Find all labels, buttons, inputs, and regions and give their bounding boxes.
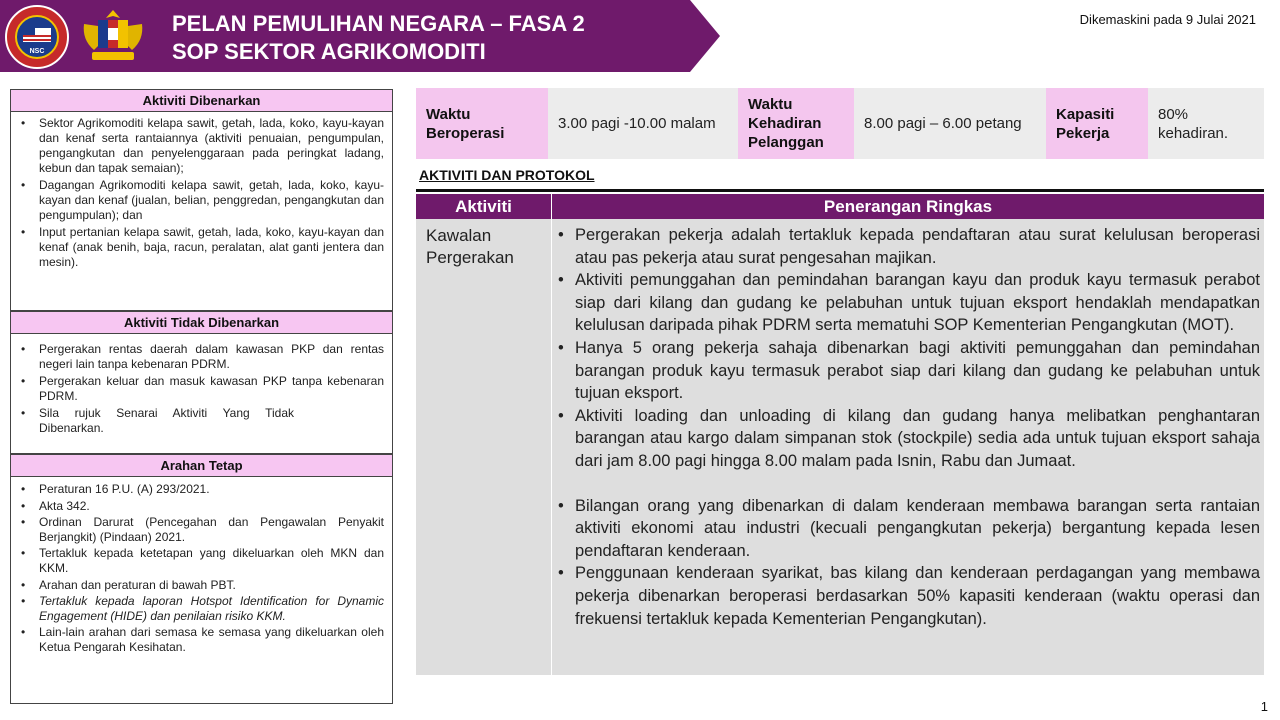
info-bar <box>416 88 1264 159</box>
nsc-emblem-icon <box>3 4 71 70</box>
coat-of-arms-icon <box>78 6 148 68</box>
hours-value: 3.00 pagi -10.00 malam <box>548 88 738 159</box>
capacity-label: Kapasiti Pekerja <box>1046 88 1148 159</box>
coat-of-arms-logo <box>78 4 148 70</box>
table-header <box>416 194 1264 219</box>
list-item: • Sektor Agrikomoditi kelapa sawit, getah, lada, koko, kayu-kayan dan kenaf serta rantaiannya (aktiviti penuaian, pengumpulan, pengangkutan dan penyelenggaraan pada peringkat ladang, kebun dan tapak semaian); <box>19 116 384 176</box>
title-line-2: SOP SEKTOR AGRIKOMODITI <box>172 39 486 64</box>
list-item: • Akta 342. <box>19 499 384 514</box>
table-row <box>416 219 1264 675</box>
list-item: • Hanya 5 orang pekerja sahaja dibenarkan bagi aktiviti pemunggahan dan pemindahan barangan produk kayu termasuk perabot siap dari kilang dan gudang ke pelabuhan untuk tujuan eksport. <box>560 337 1260 405</box>
nsc-logo <box>2 4 72 70</box>
list-item: • Aktiviti loading dan unloading di kilang dan gudang hanya melibatkan penghantaran barangan atau kargo dalam simpanan stok (stockpile) sedia ada untuk tujuan eksport sahaja dari jam 8.00 pagi hingga 8.00 malam pada Isnin, Rabu dan Jumaat. <box>560 405 1260 473</box>
title-line-1: PELAN PEMULIHAN NEGARA – FASA 2 <box>172 11 585 36</box>
not-allowed-heading: Aktiviti Tidak Dibenarkan <box>10 311 393 334</box>
list-item: • Tertakluk kepada laporan Hotspot Identification for Dynamic Engagement (HIDE) dan penilaian risiko KKM. <box>19 594 384 623</box>
page-number: 1 <box>1260 699 1268 714</box>
allowed-list <box>10 112 393 311</box>
allowed-heading: Aktiviti Dibenarkan <box>10 89 393 112</box>
list-item: • Aktiviti pemunggahan dan pemindahan barangan kayu dan produk kayu termasuk perabot siap dari kilang dan gudang ke pelabuhan untuk tujuan eksport hendaklah mendapatkan kelulusan daripada pihak PDRM serta mematuhi SOP Kementerian Pengangkutan (MOT). <box>560 269 1260 337</box>
list-item: • Penggunaan kenderaan syarikat, bas kilang dan kenderaan perdagangan yang membawa pekerja dibenarkan beroperasi berdasarkan 50% kapasiti kenderaan (waktu operasi dan frekuensi tertakluk kepada Kementerian Pengangkutan). <box>560 562 1260 630</box>
list-item: • Sila rujuk Senarai Aktiviti Yang Tidak Dibenarkan. <box>19 406 384 436</box>
not-allowed-list <box>10 334 393 454</box>
list-item: • Dagangan Agrikomoditi kelapa sawit, getah, lada, koko, kayu-kayan dan kenaf (jualan, belian, penggredan, pengangkutan dan pengumpulan); dan <box>19 178 384 223</box>
list-item: • Peraturan 16 P.U. (A) 293/2021. <box>19 482 384 497</box>
standing-orders-list <box>10 477 393 704</box>
updated-date: Dikemaskini pada 9 Julai 2021 <box>1079 12 1256 27</box>
protocol-table <box>416 194 1264 675</box>
list-item: • Input pertanian kelapa sawit, getah, lada, koko, kayu-kayan dan kenaf (anak benih, baja, racun, peralatan, alat ganti jentera dan mesin). <box>19 225 384 270</box>
list-item: • Lain-lain arahan dari semasa ke semasa yang dikeluarkan oleh Ketua Pengarah Kesihatan. <box>19 625 384 654</box>
divider <box>416 189 1264 192</box>
standing-orders-heading: Arahan Tetap <box>10 454 393 477</box>
list-item: • Arahan dan peraturan di bawah PBT. <box>19 578 384 593</box>
description-cell <box>552 219 1264 675</box>
left-panel <box>10 89 393 704</box>
list-item: • Ordinan Darurat (Pencegahan dan Pengawalan Penyakit Berjangkit) (Pindaan) 2021. <box>19 515 384 544</box>
list-item: • Tertakluk kepada ketetapan yang dikeluarkan oleh MKN dan KKM. <box>19 546 384 575</box>
capacity-value: 80% kehadiran. <box>1148 88 1264 159</box>
page-title <box>172 10 585 66</box>
activity-cell: Kawalan Pergerakan <box>416 219 552 675</box>
column-header-activity: Aktiviti <box>416 194 552 219</box>
svg-text:NSC: NSC <box>29 48 45 55</box>
list-item: • Pergerakan keluar dan masuk kawasan PKP tanpa kebenaran PDRM. <box>19 374 384 404</box>
customer-hours-value: 8.00 pagi – 6.00 petang <box>854 88 1046 159</box>
customer-hours-label: Waktu Kehadiran Pelanggan <box>738 88 854 159</box>
list-item: • Pergerakan pekerja adalah tertakluk kepada pendaftaran atau surat kelulusan beroperasi atau pas pekerja atau surat pengesahan majikan. <box>560 224 1260 269</box>
list-item: • Bilangan orang yang dibenarkan di dalam kenderaan membawa barangan serta rantaian aktiviti ekonomi atau industri (kecuali pengangkutan pekerja) bergantung kepada lesen pendaftaran kenderaan. <box>560 495 1260 563</box>
column-header-description: Penerangan Ringkas <box>823 196 993 216</box>
hours-label: Waktu Beroperasi <box>416 88 548 159</box>
list-item: • Pergerakan rentas daerah dalam kawasan PKP dan rentas negeri lain tanpa kebenaran PDRM. <box>19 342 384 372</box>
section-title: AKTIVITI DAN PROTOKOL <box>419 167 595 183</box>
